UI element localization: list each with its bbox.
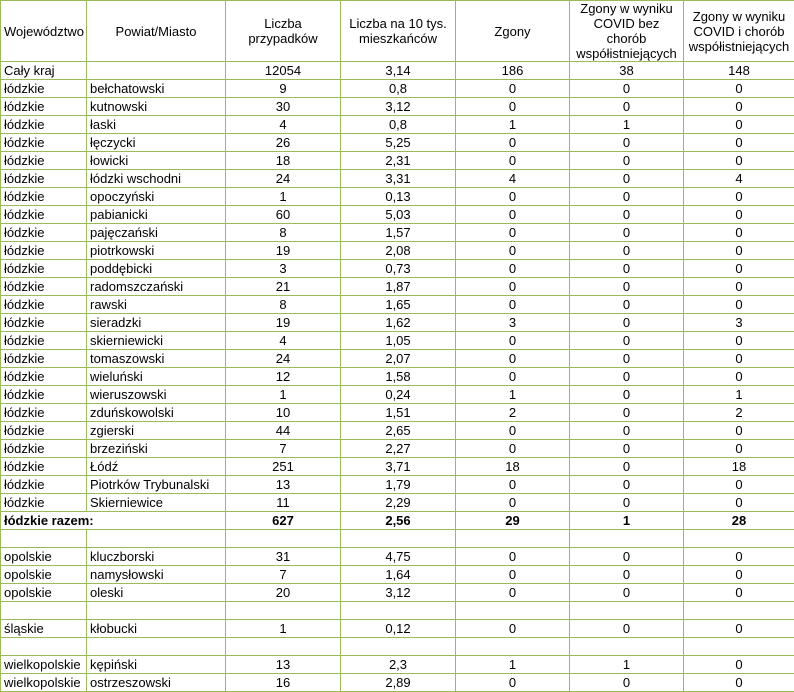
table-cell: 1 [456, 116, 570, 134]
table-cell: łódzkie [1, 80, 87, 98]
table-cell: łódzkie [1, 242, 87, 260]
empty-cell [87, 530, 226, 548]
table-cell: 0 [684, 620, 794, 638]
table-cell: 8 [226, 296, 341, 314]
table-row [1, 314, 794, 332]
table-cell: 0 [570, 548, 684, 566]
table-cell: Cały kraj [1, 62, 87, 80]
empty-cell [341, 638, 456, 656]
total-cell: 29 [456, 512, 570, 530]
table-cell: 3,12 [341, 584, 456, 602]
table-cell: 0,12 [341, 620, 456, 638]
table-cell: oleski [87, 584, 226, 602]
table-cell: wielkopolskie [1, 674, 87, 692]
table-cell: brzeziński [87, 440, 226, 458]
table-cell: opolskie [1, 584, 87, 602]
table-cell: Łódź [87, 458, 226, 476]
table-cell: 0 [570, 476, 684, 494]
table-cell: 3,31 [341, 170, 456, 188]
table-row [1, 98, 794, 116]
empty-cell [226, 602, 341, 620]
table-cell: łódzkie [1, 116, 87, 134]
table-cell: 60 [226, 206, 341, 224]
table-cell: 0 [570, 188, 684, 206]
table-cell: łódzkie [1, 332, 87, 350]
table-cell: 0 [570, 296, 684, 314]
table-cell: 0 [570, 278, 684, 296]
table-cell: 0 [456, 242, 570, 260]
table-cell: 11 [226, 494, 341, 512]
table-cell: łódzkie [1, 440, 87, 458]
table-cell: 0 [684, 98, 794, 116]
table-cell: wielkopolskie [1, 656, 87, 674]
table-cell: 31 [226, 548, 341, 566]
table-row [1, 476, 794, 494]
table-cell: kępiński [87, 656, 226, 674]
empty-cell [341, 602, 456, 620]
table-row [1, 332, 794, 350]
table-cell: łódzkie [1, 224, 87, 242]
table-cell: skierniewicki [87, 332, 226, 350]
table-cell: 0 [684, 548, 794, 566]
table-cell: 2 [684, 404, 794, 422]
table-cell: 0 [456, 350, 570, 368]
empty-cell [456, 602, 570, 620]
table-cell: 1,62 [341, 314, 456, 332]
table-row [1, 458, 794, 476]
table-cell: 7 [226, 566, 341, 584]
table-cell: 0 [684, 584, 794, 602]
table-cell: 0 [570, 422, 684, 440]
table-cell: 2,07 [341, 350, 456, 368]
empty-cell [570, 638, 684, 656]
table-cell: 148 [684, 62, 794, 80]
table-cell: 0,8 [341, 116, 456, 134]
table-cell: 10 [226, 404, 341, 422]
table-cell: 3 [456, 314, 570, 332]
table-cell: kutnowski [87, 98, 226, 116]
table-cell: 0 [684, 152, 794, 170]
table-cell: 12 [226, 368, 341, 386]
empty-cell [1, 638, 87, 656]
empty-cell [570, 530, 684, 548]
table-cell: 0 [570, 170, 684, 188]
table-cell: namysłowski [87, 566, 226, 584]
table-cell: 18 [456, 458, 570, 476]
table-row [1, 404, 794, 422]
header-cell: Liczba przypadków [226, 1, 341, 62]
table-cell: 0 [570, 620, 684, 638]
table-cell: 7 [226, 440, 341, 458]
total-label: łódzkie razem: [1, 512, 226, 530]
table-row [1, 566, 794, 584]
table-cell: 0 [684, 242, 794, 260]
header-cell: Powiat/Miasto [87, 1, 226, 62]
table-cell: 0 [570, 386, 684, 404]
table-cell: 4 [226, 116, 341, 134]
table-cell: 3 [684, 314, 794, 332]
table-cell: 3,14 [341, 62, 456, 80]
table-cell: pabianicki [87, 206, 226, 224]
table-cell: 24 [226, 350, 341, 368]
table-cell: 0 [684, 188, 794, 206]
table-cell: 0 [456, 80, 570, 98]
table-cell: 0 [570, 440, 684, 458]
table-cell: 3,71 [341, 458, 456, 476]
table-cell: poddębicki [87, 260, 226, 278]
empty-cell [1, 530, 87, 548]
table-cell: 1,51 [341, 404, 456, 422]
table-cell: Piotrków Trybunalski [87, 476, 226, 494]
table-cell: 2,29 [341, 494, 456, 512]
table-cell: łódzkie [1, 278, 87, 296]
table-cell: śląskie [1, 620, 87, 638]
table-cell: 0 [570, 350, 684, 368]
table-cell [87, 62, 226, 80]
table-row [1, 350, 794, 368]
total-cell: 627 [226, 512, 341, 530]
table-cell: łódzkie [1, 260, 87, 278]
table-cell: 5,03 [341, 206, 456, 224]
table-cell: 0 [684, 116, 794, 134]
table-cell: radomszczański [87, 278, 226, 296]
table-cell: łódzkie [1, 170, 87, 188]
table-cell: 0 [456, 584, 570, 602]
table-cell: 0 [570, 260, 684, 278]
table-cell: kłobucki [87, 620, 226, 638]
table-cell: 1 [226, 188, 341, 206]
table-cell: 3,12 [341, 98, 456, 116]
table-cell: 0 [570, 152, 684, 170]
table-cell: 0 [456, 188, 570, 206]
table-cell: 0 [684, 260, 794, 278]
table-cell: opoczyński [87, 188, 226, 206]
table-cell: 0,24 [341, 386, 456, 404]
table-cell: 0 [456, 566, 570, 584]
table-cell: łódzkie [1, 476, 87, 494]
table-cell: 0 [570, 404, 684, 422]
table-cell: 251 [226, 458, 341, 476]
table-cell: 0 [456, 260, 570, 278]
table-cell: 186 [456, 62, 570, 80]
table-cell: 2,31 [341, 152, 456, 170]
table-cell: 1,79 [341, 476, 456, 494]
table-cell: rawski [87, 296, 226, 314]
table-cell: wieluński [87, 368, 226, 386]
table-row [1, 62, 794, 80]
table-row [1, 656, 794, 674]
table-cell: 18 [684, 458, 794, 476]
table-row [1, 548, 794, 566]
header-cell: Liczba na 10 tys. mieszkańców [341, 1, 456, 62]
table-cell: opolskie [1, 566, 87, 584]
table-cell: 4,75 [341, 548, 456, 566]
table-cell: 0 [684, 440, 794, 458]
total-row [1, 512, 794, 530]
table-cell: wieruszowski [87, 386, 226, 404]
table-row [1, 584, 794, 602]
table-cell: 0 [570, 206, 684, 224]
table-cell: 13 [226, 656, 341, 674]
table-cell: łódzkie [1, 422, 87, 440]
table-cell: 1 [570, 656, 684, 674]
table-cell: łódzkie [1, 368, 87, 386]
table-cell: 4 [456, 170, 570, 188]
table-cell: 0 [684, 80, 794, 98]
header-cell: Zgony w wyniku COVID bez chorób współistniejących [570, 1, 684, 62]
table-row [1, 206, 794, 224]
table-cell: 3 [226, 260, 341, 278]
table-cell: 0 [570, 368, 684, 386]
table-cell: 0 [570, 494, 684, 512]
table-cell: łódzkie [1, 98, 87, 116]
table-cell: łódzkie [1, 188, 87, 206]
table-cell: 1,65 [341, 296, 456, 314]
table-cell: 1,05 [341, 332, 456, 350]
table-cell: 26 [226, 134, 341, 152]
table-cell: 12054 [226, 62, 341, 80]
table-row [1, 134, 794, 152]
table-row [1, 440, 794, 458]
table-cell: 2,65 [341, 422, 456, 440]
empty-cell [226, 530, 341, 548]
empty-cell [87, 602, 226, 620]
table-cell: 4 [684, 170, 794, 188]
table-cell: 0 [456, 422, 570, 440]
table-cell: 0 [456, 152, 570, 170]
table-cell: 13 [226, 476, 341, 494]
table-cell: łódzkie [1, 134, 87, 152]
table-cell: 0 [456, 620, 570, 638]
table-row [1, 152, 794, 170]
table-cell: 1 [684, 386, 794, 404]
empty-cell [341, 530, 456, 548]
spacer-row [1, 530, 794, 548]
table-cell: łódzkie [1, 206, 87, 224]
table-row [1, 278, 794, 296]
table-cell: łódzkie [1, 404, 87, 422]
table-cell: 0 [684, 332, 794, 350]
table-cell: 0 [684, 566, 794, 584]
table-cell: 0 [684, 206, 794, 224]
table-cell: kluczborski [87, 548, 226, 566]
table-cell: 0 [456, 368, 570, 386]
table-cell: 0 [684, 674, 794, 692]
table-cell: łódzkie [1, 350, 87, 368]
table-cell: 5,25 [341, 134, 456, 152]
table-cell: 1,64 [341, 566, 456, 584]
table-cell: 0 [570, 584, 684, 602]
table-cell: 0,13 [341, 188, 456, 206]
table-row [1, 116, 794, 134]
table-cell: opolskie [1, 548, 87, 566]
table-cell: 0 [456, 548, 570, 566]
table-cell: łódzkie [1, 152, 87, 170]
table-cell: 0 [570, 80, 684, 98]
table-cell: 19 [226, 242, 341, 260]
empty-cell [684, 602, 794, 620]
table-cell: 38 [570, 62, 684, 80]
table-cell: 0 [684, 476, 794, 494]
table-cell: łęczycki [87, 134, 226, 152]
table-row [1, 296, 794, 314]
table-cell: 30 [226, 98, 341, 116]
total-cell: 1 [570, 512, 684, 530]
table-body [1, 62, 794, 692]
table-cell: 0 [570, 242, 684, 260]
empty-cell [226, 638, 341, 656]
table-cell: 2,27 [341, 440, 456, 458]
table-cell: łódzkie [1, 494, 87, 512]
table-cell: 1 [226, 386, 341, 404]
table-row [1, 674, 794, 692]
table-cell: Skierniewice [87, 494, 226, 512]
table-cell: 1 [456, 386, 570, 404]
table-cell: zduńskowolski [87, 404, 226, 422]
table-cell: 0 [456, 332, 570, 350]
total-cell: 28 [684, 512, 794, 530]
table-cell: piotrkowski [87, 242, 226, 260]
table-cell: 1,58 [341, 368, 456, 386]
table-cell: 0,73 [341, 260, 456, 278]
table-cell: 21 [226, 278, 341, 296]
table-cell: 0 [570, 674, 684, 692]
table-cell: 2,3 [341, 656, 456, 674]
empty-cell [456, 638, 570, 656]
header-cell: Zgony w wyniku COVID i chorób współistniejących [684, 1, 794, 62]
table-cell: 16 [226, 674, 341, 692]
table-cell: łódzkie [1, 314, 87, 332]
table-cell: 2,89 [341, 674, 456, 692]
table-cell: 0 [684, 134, 794, 152]
table-cell: łaski [87, 116, 226, 134]
table-row [1, 170, 794, 188]
table-cell: 0 [456, 224, 570, 242]
table-cell: 0 [570, 332, 684, 350]
table-cell: 44 [226, 422, 341, 440]
header-cell: Zgony [456, 1, 570, 62]
empty-cell [87, 638, 226, 656]
table-cell: 18 [226, 152, 341, 170]
table-cell: 2,08 [341, 242, 456, 260]
table-cell: 20 [226, 584, 341, 602]
table-cell: 1 [456, 656, 570, 674]
table-row [1, 242, 794, 260]
table-cell: 8 [226, 224, 341, 242]
table-cell: 0 [570, 566, 684, 584]
table-row [1, 422, 794, 440]
empty-cell [456, 530, 570, 548]
table-cell: sieradzki [87, 314, 226, 332]
table-cell: ostrzeszowski [87, 674, 226, 692]
table-cell: 0 [456, 476, 570, 494]
table-cell: 0 [684, 224, 794, 242]
table-cell: 0 [456, 674, 570, 692]
table-cell: bełchatowski [87, 80, 226, 98]
table-cell: 0 [456, 296, 570, 314]
table-cell: zgierski [87, 422, 226, 440]
spacer-row [1, 602, 794, 620]
table-cell: 1,87 [341, 278, 456, 296]
table-cell: łowicki [87, 152, 226, 170]
table-row [1, 368, 794, 386]
header-cell: Województwo [1, 1, 87, 62]
table-row [1, 224, 794, 242]
table-cell: 0 [570, 458, 684, 476]
table-cell: 4 [226, 332, 341, 350]
table-cell: 0 [570, 98, 684, 116]
table-cell: 0 [684, 656, 794, 674]
empty-cell [570, 602, 684, 620]
empty-cell [1, 602, 87, 620]
table-cell: 0 [570, 314, 684, 332]
table-cell: 1 [226, 620, 341, 638]
table-cell: 0 [456, 440, 570, 458]
empty-cell [684, 530, 794, 548]
table-cell: 0 [456, 494, 570, 512]
spacer-row [1, 638, 794, 656]
table-row [1, 260, 794, 278]
table-cell: 0 [456, 98, 570, 116]
table-cell: 0 [684, 422, 794, 440]
table-cell: pajęczański [87, 224, 226, 242]
table-cell: 0 [456, 134, 570, 152]
empty-cell [684, 638, 794, 656]
table-cell: 1 [570, 116, 684, 134]
table-cell: 2 [456, 404, 570, 422]
table-cell: tomaszowski [87, 350, 226, 368]
table-cell: łódzkie [1, 386, 87, 404]
table-cell: 0 [684, 278, 794, 296]
table-cell: 0 [456, 278, 570, 296]
table-cell: 0 [684, 296, 794, 314]
table-row [1, 80, 794, 98]
table-cell: 0,8 [341, 80, 456, 98]
table-cell: 0 [456, 206, 570, 224]
table-cell: łódzkie [1, 458, 87, 476]
table-cell: 0 [684, 350, 794, 368]
table-row [1, 494, 794, 512]
table-cell: 0 [684, 494, 794, 512]
table-cell: 1,57 [341, 224, 456, 242]
table-cell: łódzki wschodni [87, 170, 226, 188]
table-cell: 19 [226, 314, 341, 332]
total-cell: 2,56 [341, 512, 456, 530]
header-row [1, 1, 794, 62]
table-cell: 0 [684, 368, 794, 386]
table-cell: 0 [570, 224, 684, 242]
table-row [1, 188, 794, 206]
table-row [1, 620, 794, 638]
table-cell: 24 [226, 170, 341, 188]
table-cell: 9 [226, 80, 341, 98]
table-row [1, 386, 794, 404]
table-cell: 0 [570, 134, 684, 152]
table-cell: łódzkie [1, 296, 87, 314]
